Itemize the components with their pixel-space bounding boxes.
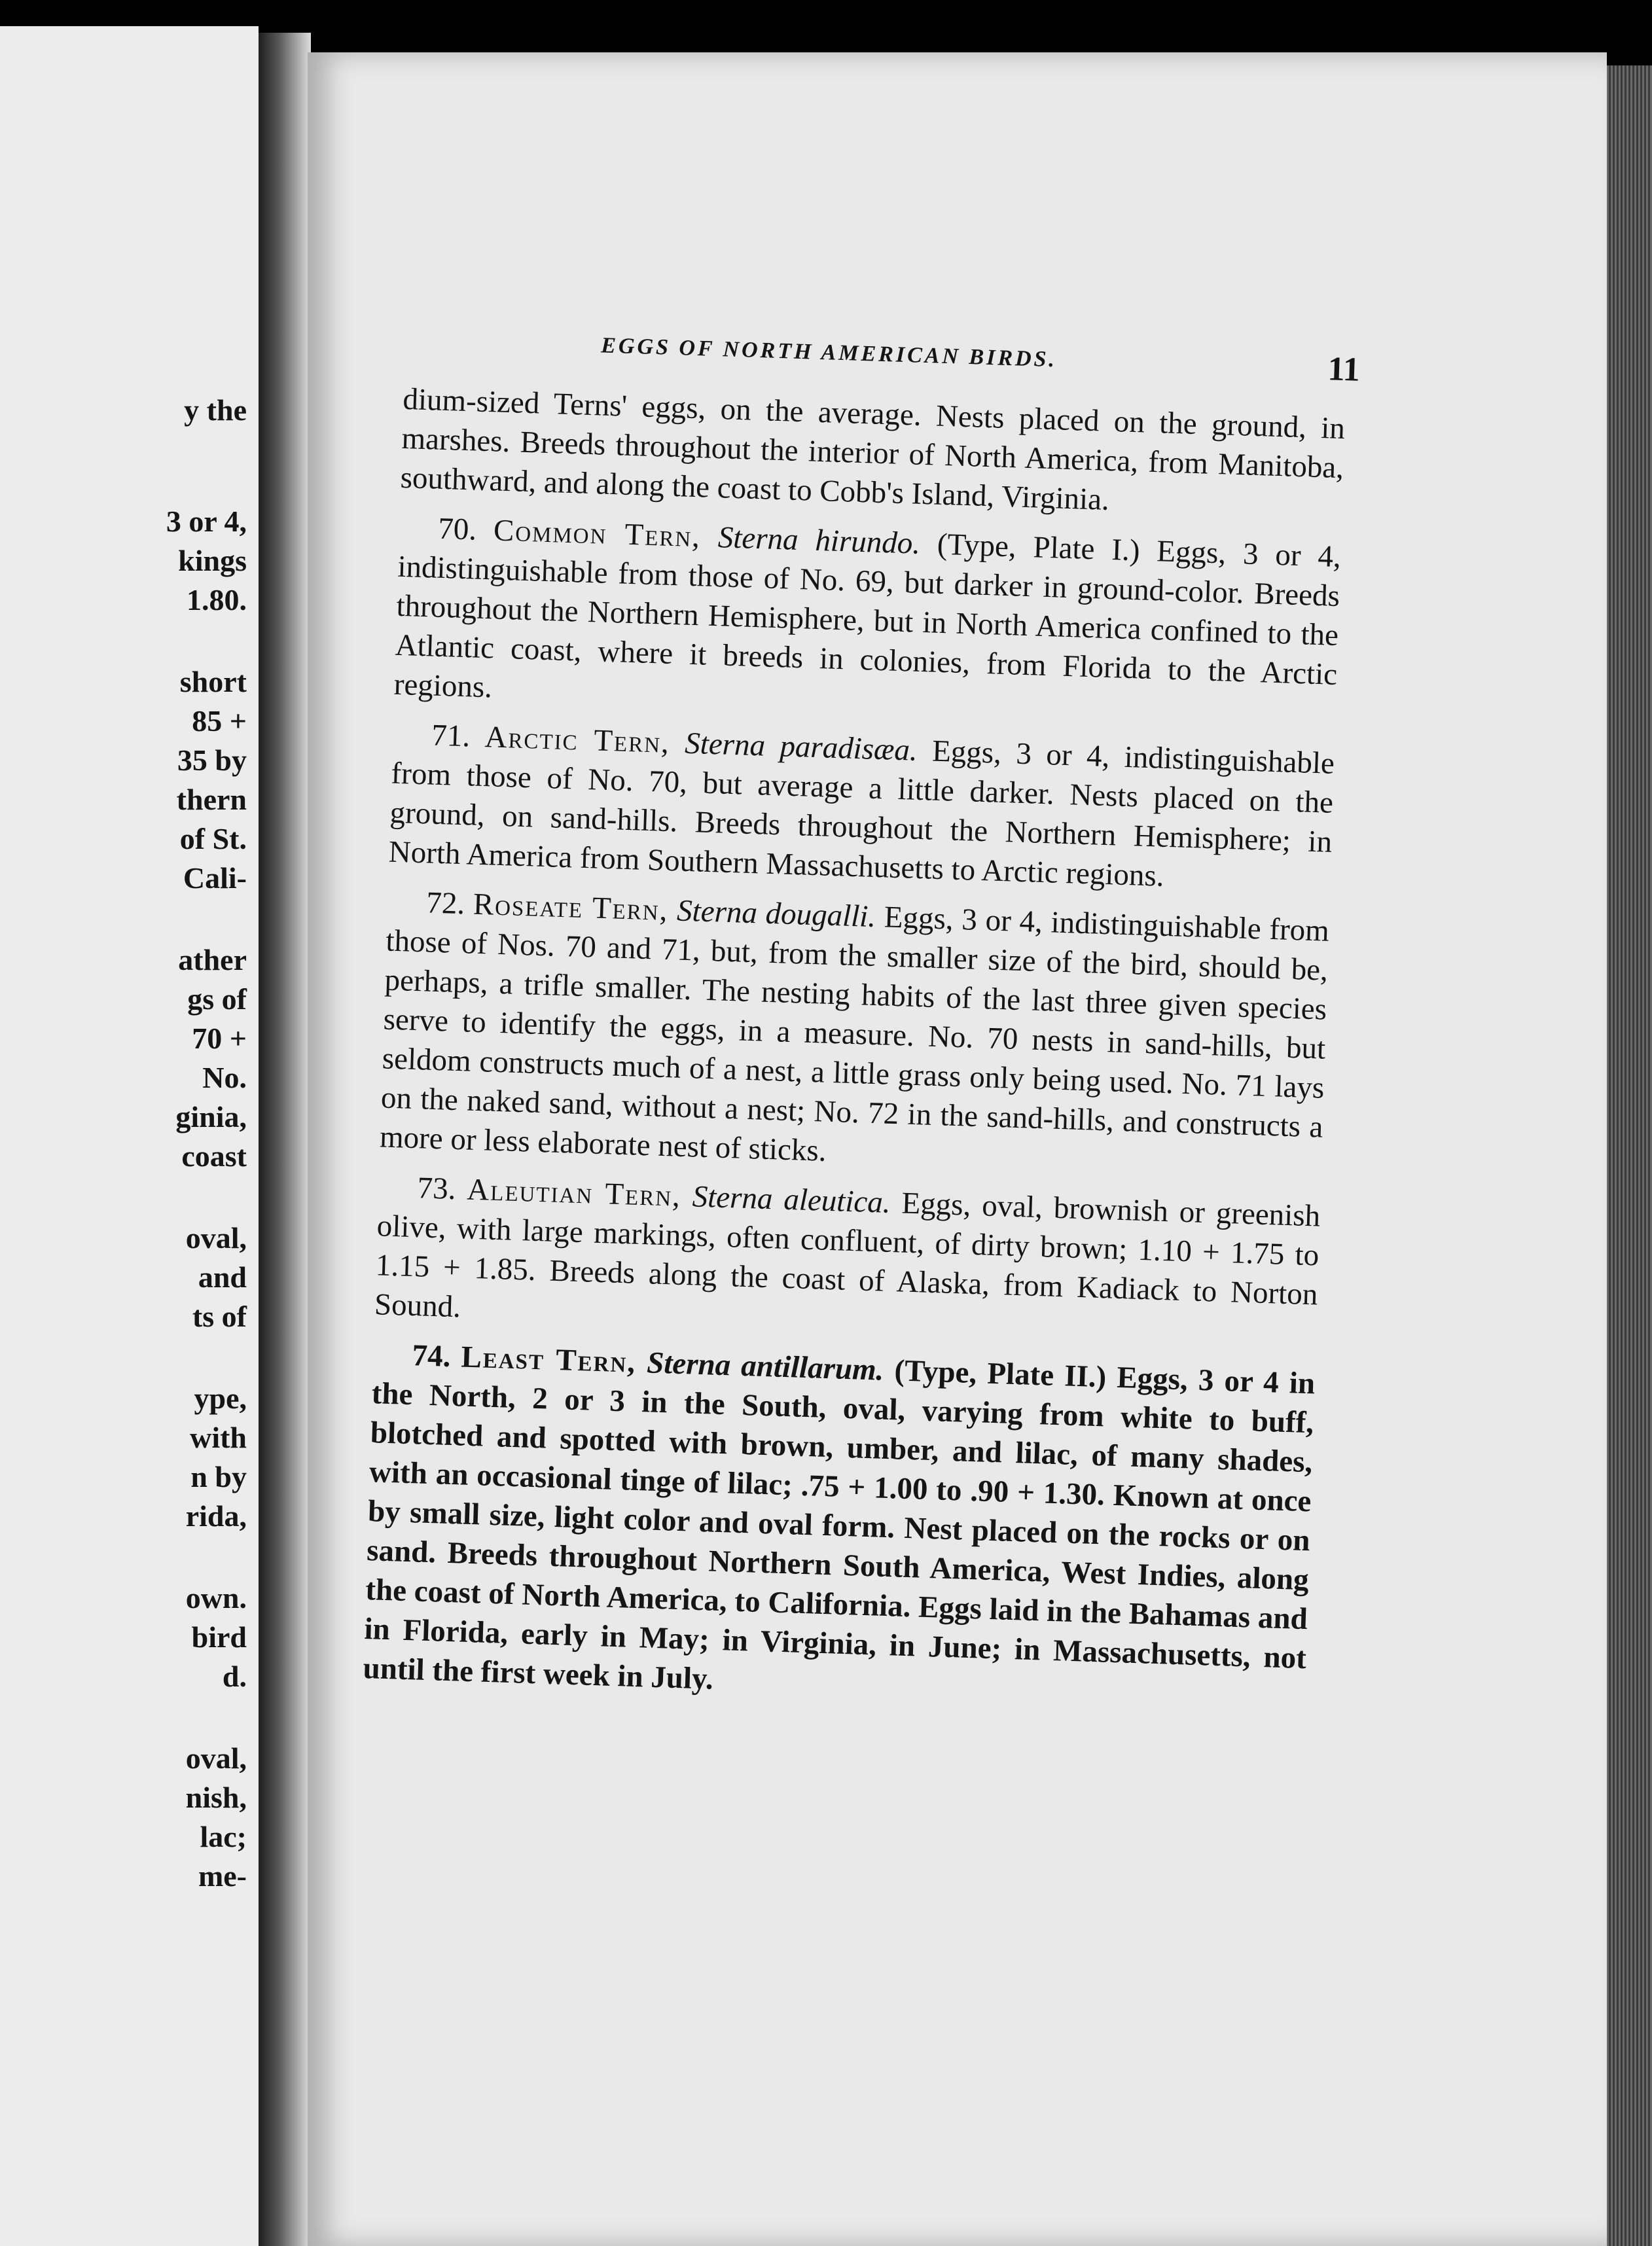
entry-number: 72. [425,885,465,921]
left-page-line: short [179,665,247,698]
left-page-line: 3 or 4, [166,505,247,538]
entry-74 [363,1334,1316,1717]
left-page-line: own. [185,1581,247,1614]
entry-text: (Type, Plate II.) Eggs, 3 or 4 in the North, 2 or 3 in the South, oval, varying from white to buff, blotched and spotted with brown, umber, and lilac, of many shades, with an occasional tinge of lilac; .75 + 1.00 to .90 + 1.30. Known at once by small size, light color and oval form. Nest placed on the rocks or on sand. Breeds throughout Northern South America, West Indies, along the coast of North America, to California. Eggs laid in the Bahamas and in Florida, early in May; in Virginia, in June; in Massachusetts, not until the first week in July. [362,1353,1316,1696]
scientific-name: Sterna hirundo. [717,520,921,561]
left-page-line: 35 by [177,743,247,777]
left-page-line: y the [184,393,247,427]
left-page-line: 85 + [192,704,247,738]
left-page-line: thern [176,783,247,816]
left-page-line: bird [191,1620,247,1654]
common-name: Least Tern, [460,1340,637,1380]
left-page-line: kings [178,544,247,577]
entry-text: (Type, Plate I.) Eggs, 3 or 4, indistinguishable from those of No. 69, but darker in ground-color. Breeds throughout the Northern Hemisphere, but in North America confined to the Atlantic coast, where it breeds in colonies, from Florida to the Arctic regions. [393,527,1342,705]
entry-number: 74. [411,1338,452,1374]
common-name: Common Tern, [493,513,702,554]
left-page-line: d. [222,1660,247,1693]
left-page-line: 70 + [192,1022,247,1055]
left-page-line: ginia, [175,1100,247,1133]
common-name: Roseate Tern, [473,887,670,928]
entry-number: 71. [431,718,471,754]
left-page-line: oval, [185,1741,247,1775]
left-page-line: gs of [187,982,247,1016]
entry-72 [379,882,1329,1186]
entry-text: Eggs, 3 or 4, indistinguishable from those of No. 70, but average a little darker. Nests placed on the ground, on sand-hills. Breeds throughout the Northern Hemisphere; in North America from Southern Massachusetts to Arctic regions. [388,734,1335,893]
left-page-fragment [0,26,259,2246]
scientific-name: Sterna dougalli. [676,893,876,935]
left-page-line: rida, [185,1499,247,1533]
left-page-line: coast [181,1139,247,1173]
page-edge [1607,65,1652,2246]
left-page-line: me- [198,1859,247,1893]
left-page-line: oval, [185,1221,247,1255]
continuation-paragraph: dium-sized Terns' eggs, on the average. Nests placed on the ground, in marshes. Breeds throughout the interior of North America, from Manitoba, southward, and along the coast to Cobb's Island, Virginia. [400,382,1346,517]
left-page-line: with [190,1421,247,1454]
left-page-line: lac; [200,1820,247,1853]
entry-text: Eggs, 3 or 4, indistinguishable from those of Nos. 70 and 71, but, from the smaller size of the bird, should be, perhaps, a trifle smaller. The nesting habits of the last three given species serve to identify the eggs, in a measure. No. 70 nests in sand-hills, but seldom constructs much of a nest, a little grass only being used. No. 71 lays on the naked sand, without a nest; No. 72 in the sand-hills, and constructs a more or less elaborate nest of sticks. [379,900,1330,1168]
left-page-line: ype, [194,1381,247,1415]
left-page-line: nish, [185,1781,247,1814]
entry-71 [388,715,1335,901]
left-page-line: 1.80. [187,583,247,616]
book-gutter [259,33,311,2246]
entry-70 [393,508,1342,734]
common-name: Arctic Tern, [484,720,671,760]
page-text-block [362,308,1361,1728]
left-page-line: n by [190,1460,247,1493]
running-title: EGGS OF NORTH AMERICAN BIRDS. [600,333,1058,372]
page-number: 11 [1327,350,1361,389]
scientific-name: Sterna antillarum. [646,1346,885,1387]
entry-number: 70. [437,511,477,547]
entry-73 [374,1167,1321,1353]
left-page-line: of St. [179,822,247,855]
scientific-name: Sterna paradisæa. [684,726,918,768]
left-page-line: No. [202,1061,247,1094]
left-page-line: ts of [192,1300,247,1333]
left-page-line: Cali- [183,861,247,895]
scientific-name: Sterna aleutica. [692,1179,891,1220]
common-name: Aleutian Tern, [466,1172,682,1213]
left-page-line: and [198,1260,247,1294]
left-page-line: ather [178,943,247,976]
entry-number: 73. [416,1171,457,1207]
entry-text: Eggs, oval, brownish or greenish olive, with large markings, often confluent, of dirty brown; 1.10 + 1.75 to 1.15 + 1.85. Breeds along the coast of Alaska, from Kadiack to Norton Sound. [374,1186,1321,1325]
